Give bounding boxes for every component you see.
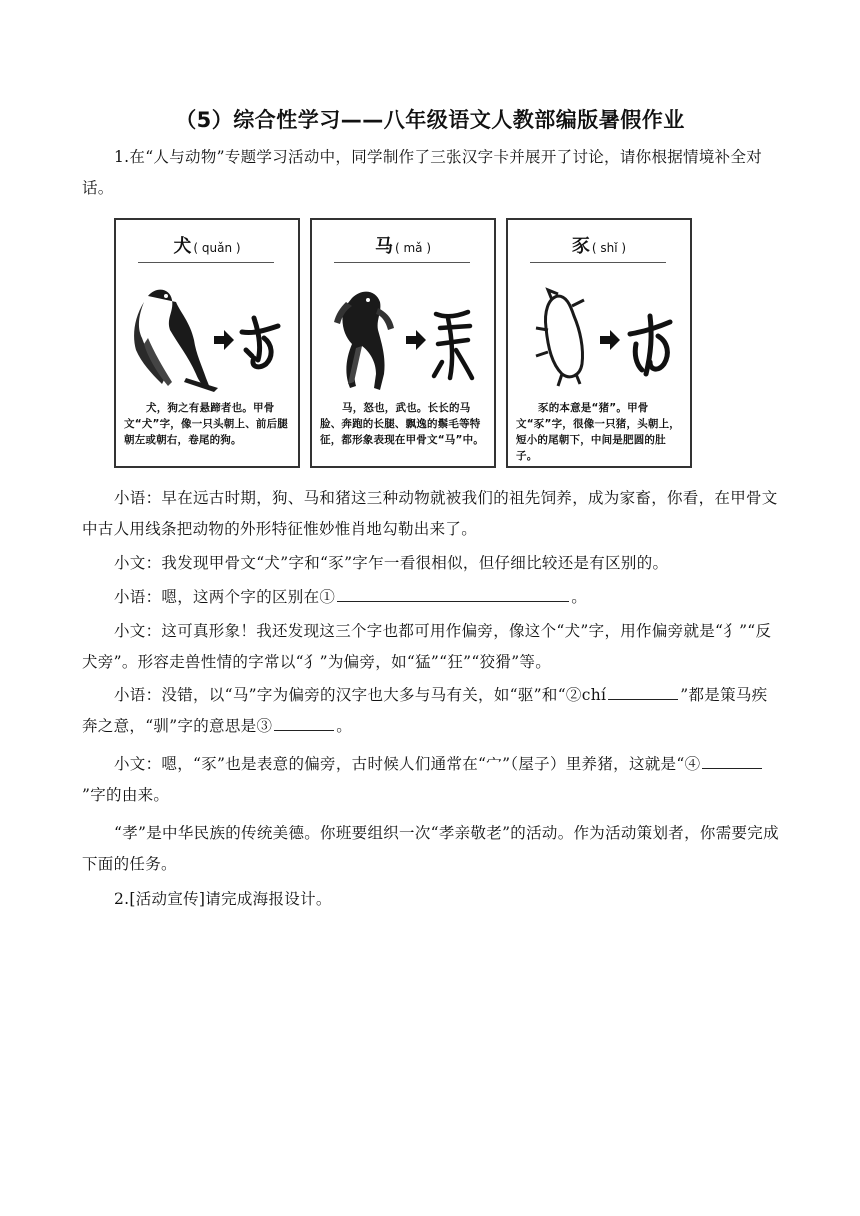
card-shi-divider <box>530 262 666 263</box>
horse-drawing-icon <box>334 292 394 390</box>
arrow-icon <box>406 330 426 350</box>
card-quan-divider <box>138 262 274 263</box>
card-quan-text: 犬，狗之有悬蹄者也。甲骨文“犬”字，像一只头朝上、前后腿朝左或朝右，卷尾的狗。 <box>124 402 289 446</box>
arrow-icon <box>600 330 620 350</box>
card-quan-heading <box>116 232 298 258</box>
dialogue-line-6-text-a: 小文：嗯，“豕”也是表意的偏旁，古时候人们通常在“宀”（屋子）里养猪，这就是“④ <box>114 755 701 773</box>
page-title: （5）综合性学习——八年级语文人教部编版暑假作业 <box>175 108 685 132</box>
dialogue-line-2: 小文：我发现甲骨文“犬”字和“豕”字乍一看很相似，但仔细比较还是有区别的。 <box>114 554 669 572</box>
card-shi-text: 豕的本意是“猪”。甲骨文“豕”字，很像一只猪，头朝上，短小的尾朝下，中间是肥圆的肚子。 <box>516 402 681 462</box>
dialogue-line-5-end: 。 <box>336 717 353 735</box>
oracle-ma-glyph-icon <box>434 312 472 378</box>
character-cards <box>114 218 704 470</box>
dog-drawing-icon <box>134 290 218 392</box>
card-quan-char: 犬 <box>173 236 192 257</box>
horse-illustration <box>322 278 486 398</box>
card-ma-text: 马，怒也，武也。长长的马脸、奔跑的长腿、飘逸的鬃毛等特征，都形象表现在甲骨文“马”中。 <box>320 402 485 446</box>
dialogue-line-5 <box>82 680 782 742</box>
question-2-intro: “孝”是中华民族的传统美德。你班要组织一次“孝亲敬老”的活动。作为活动策划者，你需要完成下面的任务。 <box>82 824 779 873</box>
arrow-icon <box>214 330 234 350</box>
card-ma <box>310 218 496 468</box>
oracle-quan-glyph-icon <box>242 318 278 367</box>
card-shi-heading <box>508 232 690 258</box>
dialogue-line-3-text: 小语：嗯，这两个字的区别在① <box>114 588 336 606</box>
question-2-item: 2.[活动宣传]请完成海报设计。 <box>114 890 332 908</box>
card-ma-char: 马 <box>374 236 393 257</box>
card-shi-char: 豕 <box>571 236 590 257</box>
dialogue-line-6 <box>82 749 782 811</box>
dialogue-line-3-end: 。 <box>571 588 588 606</box>
answer-blank-3[interactable] <box>274 713 334 731</box>
card-quan <box>114 218 300 468</box>
dialogue-line-5-text-b: ”都是策马疾奔之意，“驯”字的意思是③ <box>82 686 768 735</box>
dialogue-line-5-text-a: 小语：没错，以“马”字为偏旁的汉字也大多与马有关，如“驱”和“②chí <box>114 686 607 704</box>
dialogue-line-4: 小文：这可真形象！我还发现这三个字也都可用作偏旁，像这个“犬”字，用作偏旁就是“犭”“反犬旁”。形容走兽性情的字常以“犭”为偏旁，如“猛”“狂”“狡猾”等。 <box>82 622 772 671</box>
dialogue-line-1: 小语：早在远古时期，狗、马和猪这三种动物就被我们的祖先饲养，成为家畜，你看，在甲骨文中古人用线条把动物的外形特征惟妙惟肖地勾勒出来了。 <box>82 489 778 538</box>
card-ma-divider <box>334 262 470 263</box>
answer-blank-4[interactable] <box>702 751 762 769</box>
card-shi-pinyin: ( shǐ ) <box>591 241 627 255</box>
dog-illustration <box>126 278 290 398</box>
pig-illustration <box>518 278 682 398</box>
card-ma-heading <box>312 232 494 258</box>
pig-drawing-icon <box>536 290 584 386</box>
card-ma-pinyin: ( mǎ ) <box>394 241 432 255</box>
card-quan-pinyin: ( quǎn ) <box>193 241 241 255</box>
dialogue-line-6-end: ”字的由来。 <box>82 786 170 804</box>
answer-blank-1[interactable] <box>337 584 569 602</box>
question-1-intro: 1.在“人与动物”专题学习活动中，同学制作了三张汉字卡并展开了讨论，请你根据情境补全对话。 <box>82 148 763 197</box>
card-shi <box>506 218 692 468</box>
oracle-shi-glyph-icon <box>630 316 670 374</box>
answer-blank-2[interactable] <box>608 682 678 700</box>
dialogue-line-3 <box>82 582 782 613</box>
